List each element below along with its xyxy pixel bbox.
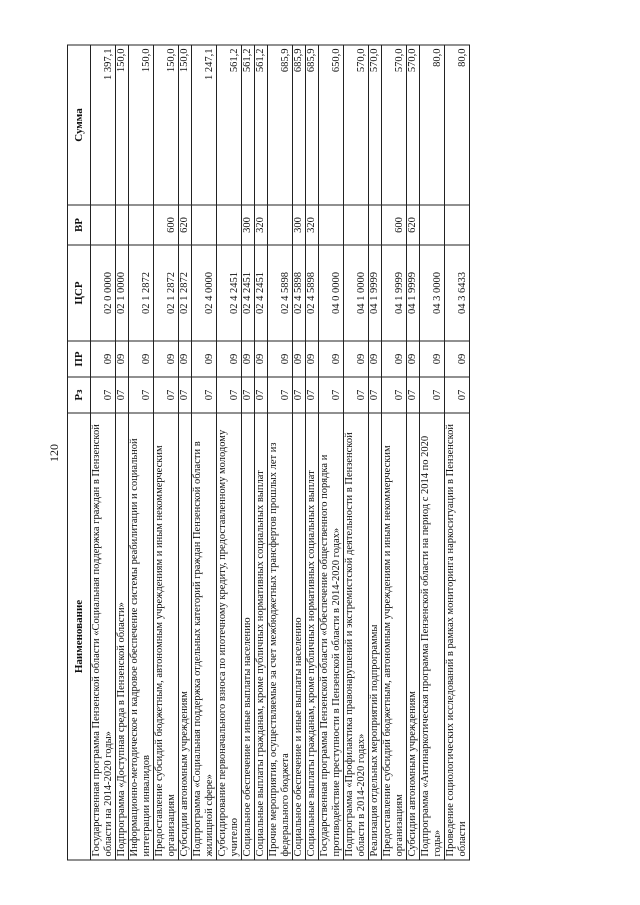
cell-csr: 02 4 2451 bbox=[242, 245, 255, 341]
cell-name: Подпрограмма «Антинаркотическая программа Пензенской области на период с 2014 по 2020 годы» bbox=[420, 413, 445, 860]
cell-vr: 600 bbox=[154, 205, 179, 245]
cell-sum: 1 397,1 bbox=[91, 45, 116, 205]
cell-name: Государственная программа Пензенской области «Обеспечение общественного порядка и противодействие преступности в Пензенской области в 2014-2020 годах» bbox=[319, 413, 344, 860]
cell-name: Субсидии автономным учреждениям bbox=[407, 413, 420, 860]
cell-pr: 09 bbox=[268, 341, 293, 377]
cell-pr: 09 bbox=[407, 341, 420, 377]
cell-name: Субсидирование первоначального взноса по ипотечному кредиту, предоставленному молодому учителю bbox=[217, 413, 242, 860]
cell-pr: 09 bbox=[217, 341, 242, 377]
cell-sum: 570,0 bbox=[382, 45, 407, 205]
cell-name: Социальные выплаты гражданам, кроме публичных нормативных социальных выплат bbox=[255, 413, 268, 860]
cell-rz: 07 bbox=[255, 377, 268, 413]
cell-pr: 09 bbox=[192, 341, 217, 377]
cell-sum: 150,0 bbox=[116, 45, 129, 205]
table-row bbox=[242, 45, 255, 860]
cell-sum: 1 247,1 bbox=[192, 45, 217, 205]
cell-name: Социальное обеспечение и иные выплаты населению bbox=[293, 413, 306, 860]
cell-vr: 300 bbox=[293, 205, 306, 245]
cell-pr: 09 bbox=[129, 341, 154, 377]
cell-vr: 300 bbox=[242, 205, 255, 245]
cell-csr: 02 4 5898 bbox=[268, 245, 293, 341]
cell-rz: 07 bbox=[129, 377, 154, 413]
cell-csr: 02 1 0000 bbox=[116, 245, 129, 341]
table-row bbox=[382, 45, 407, 860]
table-row bbox=[344, 45, 369, 860]
cell-name: Информационно-методическое и кадровое обеспечение системы реабилитации и социальной интеграции инвалидов bbox=[129, 413, 154, 860]
cell-rz: 07 bbox=[91, 377, 116, 413]
cell-vr bbox=[344, 205, 369, 245]
cell-pr: 09 bbox=[420, 341, 445, 377]
cell-pr: 09 bbox=[319, 341, 344, 377]
header-pr: ПР bbox=[68, 341, 91, 377]
cell-csr: 04 0 0000 bbox=[319, 245, 344, 341]
cell-csr: 02 1 2872 bbox=[154, 245, 179, 341]
cell-name: Субсидии автономным учреждениям bbox=[179, 413, 192, 860]
cell-vr bbox=[268, 205, 293, 245]
table-row bbox=[268, 45, 293, 860]
cell-sum: 150,0 bbox=[154, 45, 179, 205]
cell-csr: 04 1 9999 bbox=[407, 245, 420, 341]
cell-csr: 02 4 5898 bbox=[293, 245, 306, 341]
table-body bbox=[91, 45, 470, 860]
cell-sum: 650,0 bbox=[319, 45, 344, 205]
cell-csr: 04 1 9999 bbox=[382, 245, 407, 341]
cell-csr: 04 3 0000 bbox=[420, 245, 445, 341]
cell-sum: 685,9 bbox=[293, 45, 306, 205]
cell-rz: 07 bbox=[344, 377, 369, 413]
cell-sum: 570,0 bbox=[344, 45, 369, 205]
table-row bbox=[369, 45, 382, 860]
cell-pr: 09 bbox=[116, 341, 129, 377]
table-row bbox=[154, 45, 179, 860]
cell-rz: 07 bbox=[192, 377, 217, 413]
cell-rz: 07 bbox=[217, 377, 242, 413]
budget-table bbox=[67, 44, 470, 860]
cell-vr: 620 bbox=[179, 205, 192, 245]
cell-vr bbox=[91, 205, 116, 245]
cell-pr: 09 bbox=[369, 341, 382, 377]
table-row bbox=[445, 45, 470, 860]
table-row bbox=[116, 45, 129, 860]
cell-rz: 07 bbox=[268, 377, 293, 413]
cell-vr bbox=[319, 205, 344, 245]
cell-csr: 02 4 2451 bbox=[217, 245, 242, 341]
cell-rz: 07 bbox=[407, 377, 420, 413]
cell-sum: 570,0 bbox=[407, 45, 420, 205]
cell-vr bbox=[369, 205, 382, 245]
cell-vr bbox=[116, 205, 129, 245]
cell-rz: 07 bbox=[445, 377, 470, 413]
cell-csr: 02 4 2451 bbox=[255, 245, 268, 341]
cell-csr: 02 0 0000 bbox=[91, 245, 116, 341]
cell-sum: 685,9 bbox=[306, 45, 319, 205]
cell-rz: 07 bbox=[420, 377, 445, 413]
cell-sum: 570,0 bbox=[369, 45, 382, 205]
cell-vr: 320 bbox=[255, 205, 268, 245]
cell-sum: 80,0 bbox=[445, 45, 470, 205]
table-row bbox=[192, 45, 217, 860]
cell-csr: 04 1 9999 bbox=[369, 245, 382, 341]
cell-sum: 80,0 bbox=[420, 45, 445, 205]
cell-vr bbox=[129, 205, 154, 245]
cell-name: Подпрограмма «Доступная среда в Пензенской области» bbox=[116, 413, 129, 860]
table-header-row bbox=[68, 45, 91, 860]
header-rz: Рз bbox=[68, 377, 91, 413]
table-row bbox=[129, 45, 154, 860]
header-sum: Сумма bbox=[68, 45, 91, 205]
cell-pr: 09 bbox=[242, 341, 255, 377]
cell-rz: 07 bbox=[382, 377, 407, 413]
table-row bbox=[179, 45, 192, 860]
cell-name: Проведение социологических исследований в рамках мониторинга наркоситуации в Пензенской области bbox=[445, 413, 470, 860]
cell-name: Государственная программа Пензенской области «Социальная поддержка граждан в Пензенской области на 2014-2020 годы» bbox=[91, 413, 116, 860]
cell-name: Подпрограмма «Социальная поддержка отдельных категорий граждан Пензенской области в жилищной сфере» bbox=[192, 413, 217, 860]
cell-name: Социальное обеспечение и иные выплаты населению bbox=[242, 413, 255, 860]
cell-rz: 07 bbox=[319, 377, 344, 413]
cell-csr: 02 1 2872 bbox=[129, 245, 154, 341]
cell-rz: 07 bbox=[293, 377, 306, 413]
cell-name: Социальные выплаты гражданам, кроме публичных нормативных социальных выплат bbox=[306, 413, 319, 860]
table-row bbox=[91, 45, 116, 860]
cell-rz: 07 bbox=[242, 377, 255, 413]
cell-name: Предоставление субсидий бюджетным, автономным учреждениям и иным некоммерческим организациям bbox=[154, 413, 179, 860]
cell-rz: 07 bbox=[179, 377, 192, 413]
cell-pr: 09 bbox=[293, 341, 306, 377]
cell-rz: 07 bbox=[154, 377, 179, 413]
cell-vr: 320 bbox=[306, 205, 319, 245]
cell-rz: 07 bbox=[306, 377, 319, 413]
cell-pr: 09 bbox=[154, 341, 179, 377]
cell-pr: 09 bbox=[179, 341, 192, 377]
table-row bbox=[407, 45, 420, 860]
cell-vr bbox=[217, 205, 242, 245]
cell-pr: 09 bbox=[306, 341, 319, 377]
header-name: Наименование bbox=[68, 413, 91, 860]
table-row bbox=[420, 45, 445, 860]
cell-name: Подпрограмма «Профилактика правонарушений и экстремистской деятельности в Пензенской области в 2014-2020 годах» bbox=[344, 413, 369, 860]
cell-name: Прочие мероприятия, осуществляемые за счет межбюджетных трансфертов прошлых лет из федерального бюджета bbox=[268, 413, 293, 860]
cell-csr: 02 4 5898 bbox=[306, 245, 319, 341]
table-row bbox=[293, 45, 306, 860]
cell-sum: 150,0 bbox=[129, 45, 154, 205]
cell-csr: 04 1 0000 bbox=[344, 245, 369, 341]
cell-name: Реализация отдельных мероприятий подпрограммы bbox=[369, 413, 382, 860]
cell-sum: 561,2 bbox=[217, 45, 242, 205]
cell-csr: 02 1 2872 bbox=[179, 245, 192, 341]
cell-pr: 09 bbox=[91, 341, 116, 377]
cell-sum: 685,9 bbox=[268, 45, 293, 205]
cell-vr bbox=[420, 205, 445, 245]
cell-csr: 04 3 6433 bbox=[445, 245, 470, 341]
cell-vr: 600 bbox=[382, 205, 407, 245]
table-row bbox=[306, 45, 319, 860]
rotated-page bbox=[47, 45, 585, 860]
cell-vr bbox=[445, 205, 470, 245]
table-row bbox=[255, 45, 268, 860]
cell-name: Предоставление субсидий бюджетным, автономным учреждениям и иным некоммерческим организациям bbox=[382, 413, 407, 860]
cell-sum: 561,2 bbox=[255, 45, 268, 205]
cell-pr: 09 bbox=[382, 341, 407, 377]
table-row bbox=[217, 45, 242, 860]
cell-vr bbox=[192, 205, 217, 245]
cell-rz: 07 bbox=[369, 377, 382, 413]
cell-csr: 02 4 0000 bbox=[192, 245, 217, 341]
cell-pr: 09 bbox=[255, 341, 268, 377]
table-row bbox=[319, 45, 344, 860]
cell-pr: 09 bbox=[344, 341, 369, 377]
cell-pr: 09 bbox=[445, 341, 470, 377]
page-number: 120 bbox=[47, 443, 61, 462]
cell-rz: 07 bbox=[116, 377, 129, 413]
header-vr: ВР bbox=[68, 205, 91, 245]
cell-sum: 150,0 bbox=[179, 45, 192, 205]
cell-vr: 620 bbox=[407, 205, 420, 245]
cell-sum: 561,2 bbox=[242, 45, 255, 205]
header-csr: ЦСР bbox=[68, 245, 91, 341]
